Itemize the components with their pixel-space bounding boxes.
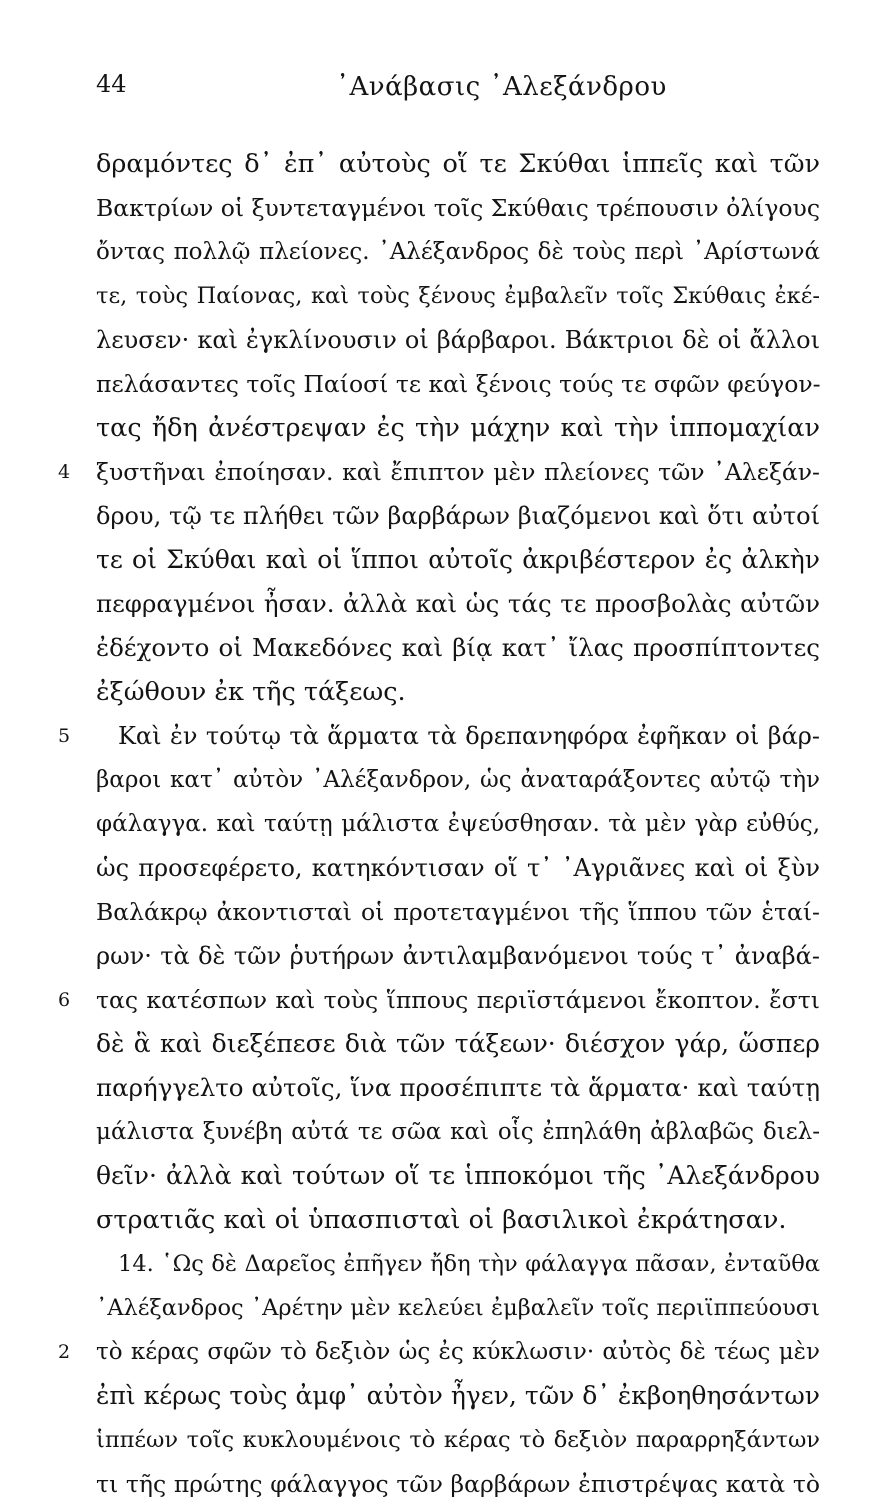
page-header xyxy=(96,70,836,110)
text-line: λευσεν· καὶ ἐγκλίνουσιν οἱ βάρβαροι. Βάκτριοι δὲ οἱ ἄλλοι xyxy=(96,326,820,354)
text-line: δρου, τῷ τε πλήθει τῶν βαρβάρων βιαζόμενοι καὶ ὅτι αὐτοί xyxy=(96,502,820,530)
text-line: ἐδέχοντο οἱ Μακεδόνες καὶ βίᾳ κατ᾿ ἴλας προσπίπτοντες xyxy=(96,633,820,662)
text-line: τας ἤδη ἀνέστρεψαν ἐς τὴν μάχην καὶ τὴν ἱππομαχίαν xyxy=(96,413,820,443)
text-line: Βακτρίων οἱ ξυντεταγμένοι τοῖς Σκύθαις τρέπουσιν ὀλίγους xyxy=(96,194,821,222)
running-title: ᾿Ανάβασις ᾿Αλεξάνδρου xyxy=(336,72,667,102)
text-line: τε, τοὺς Παίονας, καὶ τοὺς ξένους ἐμβαλεῖν τοῖς Σκύθαις ἐκέ- xyxy=(96,283,820,309)
text-line: τι τῆς πρώτης φάλαγγος τῶν βαρβάρων ἐπιστρέψας κατὰ τὸ xyxy=(96,1470,820,1498)
text-line: βαροι κατ᾿ αὐτὸν ᾿Αλέξανδρον, ὡς ἀναταράξοντες αὐτῷ τὴν xyxy=(96,767,820,793)
text-line: δραμόντες δ᾿ ἐπ᾿ αὐτοὺς οἵ τε Σκύθαι ἱππεῖς καὶ τῶν xyxy=(96,149,820,179)
text-line: φάλαγγα. καὶ ταύτῃ μάλιστα ἐψεύσθησαν. τὰ μὲν γὰρ εὐθύς, xyxy=(96,811,820,837)
text-line: ρων· τὰ δὲ τῶν ῥυτήρων ἀντιλαμβανόμενοι τούς τ᾿ ἀναβά- xyxy=(96,942,820,970)
text-line: τας κατέσπων καὶ τοὺς ἵππους περιϊστάμενοι ἔκοπτον. ἔστι xyxy=(96,986,820,1014)
text-line: Βαλάκρῳ ἀκοντισταὶ οἱ προτεταγμένοι τῆς ἵππου τῶν ἑταί- xyxy=(96,898,820,926)
margin-section-number: 4 xyxy=(58,461,71,483)
page-number: 44 xyxy=(96,70,127,98)
text-line: ᾿Αλέξανδρος ᾿Αρέτην μὲν κελεύει ἐμβαλεῖν τοῖς περιϊππεύουσι xyxy=(96,1295,820,1321)
margin-section-number: 6 xyxy=(58,989,71,1011)
margin-section-number: 5 xyxy=(58,725,71,747)
text-line: ξυστῆναι ἐποίησαν. καὶ ἔπιπτον μὲν πλείονες τῶν ᾿Αλεξάν- xyxy=(96,458,820,486)
text-line: πεφραγμένοι ἦσαν. ἀλλὰ καὶ ὡς τάς τε προσβολὰς αὐτῶν xyxy=(96,589,820,618)
text-line: ἱππέων τοῖς κυκλουμένοις τὸ κέρας τὸ δεξιὸν παραρρηξάντων xyxy=(96,1427,820,1453)
text-line: ὄντας πολλῷ πλείονες. ᾿Αλέξανδρος δὲ τοὺς περὶ ᾿Αρίστωνά xyxy=(96,239,820,265)
text-line: δὲ ἃ καὶ διεξέπεσε διὰ τῶν τάξεων· διέσχον γάρ, ὥσπερ xyxy=(96,1029,820,1058)
text-line: θεῖν· ἀλλὰ καὶ τούτων οἵ τε ἱπποκόμοι τῆς ᾿Αλεξάνδρου xyxy=(96,1161,820,1190)
text-line: Καὶ ἐν τούτῳ τὰ ἅρματα τὰ δρεπανηφόρα ἐφῆκαν οἱ βάρ- xyxy=(118,722,820,750)
text-line: τὸ κέρας σφῶν τὸ δεξιὸν ὡς ἐς κύκλωσιν· αὐτὸς δὲ τέως μὲν xyxy=(96,1339,820,1365)
text-line: μάλιστα ξυνέβη αὐτά τε σῶα καὶ οἷς ἐπηλάθη ἀβλαβῶς διελ- xyxy=(96,1119,820,1145)
margin-section-number: 2 xyxy=(58,1341,71,1363)
text-line: παρήγγελτο αὐτοῖς, ἵνα προσέπιπτε τὰ ἅρματα· καὶ ταύτῃ xyxy=(96,1073,820,1102)
chapter-start-line: 14. ῾Ως δὲ Δαρεῖος ἐπῆγεν ἤδη τὴν φάλαγγα πᾶσαν, ἐνταῦθα xyxy=(118,1251,820,1277)
text-line: ἐπὶ κέρως τοὺς ἀμφ᾿ αὐτὸν ἦγεν, τῶν δ᾿ ἐκβοηθησάντων xyxy=(96,1381,820,1410)
text-line: ὡς προσεφέρετο, κατηκόντισαν οἵ τ᾿ ᾿Αγριᾶνες καὶ οἱ ξὺν xyxy=(96,854,820,882)
text-line: τε οἱ Σκύθαι καὶ οἱ ἵπποι αὐτοῖς ἀκριβέστερον ἐς ἀλκὴν xyxy=(96,545,820,574)
text-line: πελάσαντες τοῖς Παίοσί τε καὶ ξένοις τούς τε σφῶν φεύγον- xyxy=(96,370,821,398)
text-line: ἐξώθουν ἐκ τῆς τάξεως. xyxy=(96,677,406,707)
text-line: στρατιᾶς καὶ οἱ ὑπασπισταὶ οἱ βασιλικοὶ ἐκράτησαν. xyxy=(96,1205,787,1235)
